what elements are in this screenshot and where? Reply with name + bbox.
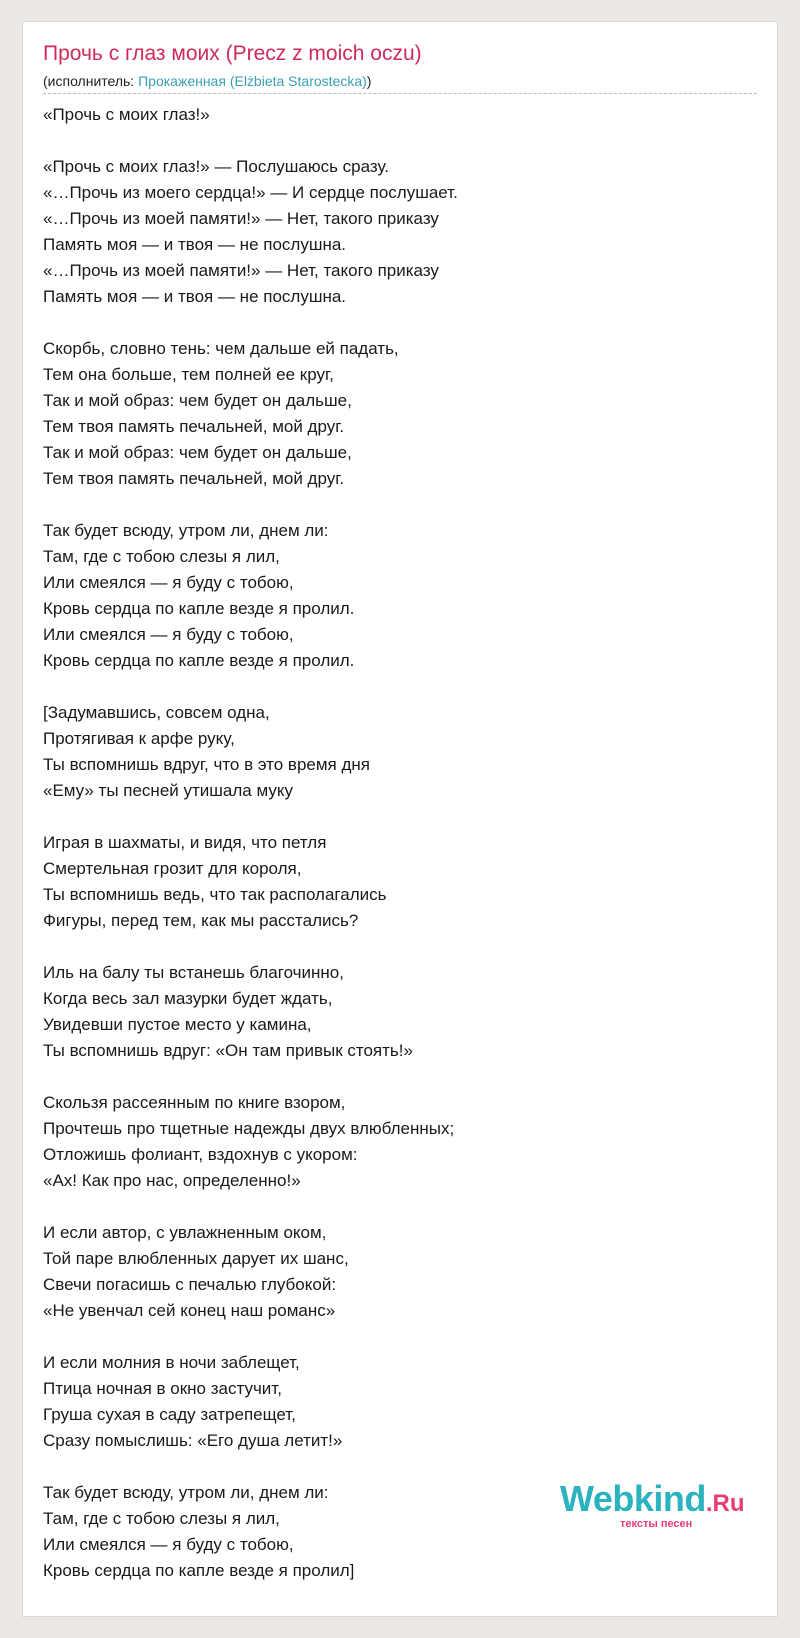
lyric-line: Ты вспомнишь вдруг, что в это время дня [43, 755, 370, 774]
lyric-line: Птица ночная в окно застучит, [43, 1379, 282, 1398]
lyric-line: Кровь сердца по капле везде я пролил] [43, 1561, 355, 1580]
webkind-logo[interactable] [560, 1478, 745, 1530]
lyric-line: «…Прочь из моего сердца!» — И сердце послушает. [43, 183, 458, 202]
lyric-line: Сразу помыслишь: «Его душа летит!» [43, 1431, 343, 1450]
lyric-line: Отложишь фолиант, вздохнув с укором: [43, 1145, 358, 1164]
lyric-line: Там, где с тобою слезы я лил, [43, 547, 280, 566]
lyric-line: Или смеялся — я буду с тобою, [43, 625, 294, 644]
lyric-line: Там, где с тобою слезы я лил, [43, 1509, 280, 1528]
lyric-line: «Прочь с моих глаз!» — Послушаюсь сразу. [43, 157, 390, 176]
stanza-break [43, 492, 458, 518]
lyric-line: Той паре влюбленных дарует их шанс, [43, 1249, 349, 1268]
lyric-line: Или смеялся — я буду с тобою, [43, 573, 294, 592]
lyric-line: Кровь сердца по капле везде я пролил. [43, 599, 355, 618]
logo-tagline: тексты песен [620, 1518, 693, 1530]
lyric-line: Груша сухая в саду затрепещет, [43, 1405, 296, 1424]
lyric-line: Смертельная грозит для короля, [43, 859, 302, 878]
lyric-line: И если молния в ночи заблещет, [43, 1353, 300, 1372]
lyric-line: Свечи погасишь с печалью глубокой: [43, 1275, 337, 1294]
lyric-line: «…Прочь из моей памяти!» — Нет, такого приказу [43, 261, 439, 280]
artist-prefix: (исполнитель: [43, 73, 139, 89]
lyric-line: «Ему» ты песней утишала муку [43, 781, 293, 800]
lyric-line: Память моя — и твоя — не послушна. [43, 287, 347, 306]
lyric-line: Так и мой образ: чем будет он дальше, [43, 443, 352, 462]
stanza-break [43, 934, 458, 960]
lyric-line: Так и мой образ: чем будет он дальше, [43, 391, 352, 410]
lyric-line: «…Прочь из моей памяти!» — Нет, такого приказу [43, 209, 439, 228]
lyric-line: Или смеялся — я буду с тобою, [43, 1535, 294, 1554]
lyric-line: «Ах! Как про нас, определенно!» [43, 1171, 301, 1190]
lyric-line: И если автор, с увлажненным оком, [43, 1223, 327, 1242]
lyrics-card [22, 21, 778, 1617]
lyric-line: Тем твоя память печальней, мой друг. [43, 417, 345, 436]
lyric-line: Фигуры, перед тем, как мы расстались? [43, 911, 359, 930]
lyric-line: Так будет всюду, утром ли, днем ли: [43, 521, 329, 540]
lyric-line: «Прочь с моих глаз!» [43, 105, 210, 124]
logo-domain-suffix: .Ru [705, 1490, 745, 1517]
artist-link[interactable]: Прокаженная (Elżbieta Starostecka) [138, 73, 367, 89]
lyric-line: Тем она больше, тем полней ее круг, [43, 365, 334, 384]
lyric-line: Ты вспомнишь ведь, что так располагались [43, 885, 387, 904]
stanza-break [43, 804, 458, 830]
lyric-line: Прочтешь про тщетные надежды двух влюбленных; [43, 1119, 455, 1138]
lyrics-text [43, 102, 458, 1584]
lyric-line: Скользя рассеянным по книге взором, [43, 1093, 346, 1112]
lyric-line: Увидевши пустое место у камина, [43, 1015, 312, 1034]
lyric-line: Ты вспомнишь вдруг: «Он там привык стоять!» [43, 1041, 413, 1060]
lyric-line: Протягивая к арфе руку, [43, 729, 235, 748]
lyric-line: Когда весь зал мазурки будет ждать, [43, 989, 333, 1008]
stanza-break [43, 128, 458, 154]
lyric-line: Скорбь, словно тень: чем дальше ей падать, [43, 339, 399, 358]
lyric-line: Кровь сердца по капле везде я пролил. [43, 651, 355, 670]
lyric-line: [Задумавшись, совсем одна, [43, 703, 270, 722]
lyric-line: «Не увенчал сей конец наш романс» [43, 1301, 336, 1320]
lyric-line: Тем твоя память печальней, мой друг. [43, 469, 345, 488]
stanza-break [43, 1064, 458, 1090]
stanza-break [43, 1194, 458, 1220]
lyric-line: Играя в шахматы, и видя, что петля [43, 833, 327, 852]
lyric-line: Иль на балу ты встанешь благочинно, [43, 963, 344, 982]
lyric-line: Так будет всюду, утром ли, днем ли: [43, 1483, 329, 1502]
stanza-break [43, 674, 458, 700]
lyric-line: Память моя — и твоя — не послушна. [43, 235, 347, 254]
logo-wordmark: Webkind [560, 1478, 706, 1519]
divider [43, 93, 757, 94]
artist-suffix: ) [366, 73, 372, 89]
stanza-break [43, 310, 458, 336]
artist-line [43, 73, 371, 89]
stanza-break [43, 1454, 458, 1480]
song-title: Прочь с глаз моих (Precz z moich oczu) [43, 42, 422, 65]
stanza-break [43, 1324, 458, 1350]
